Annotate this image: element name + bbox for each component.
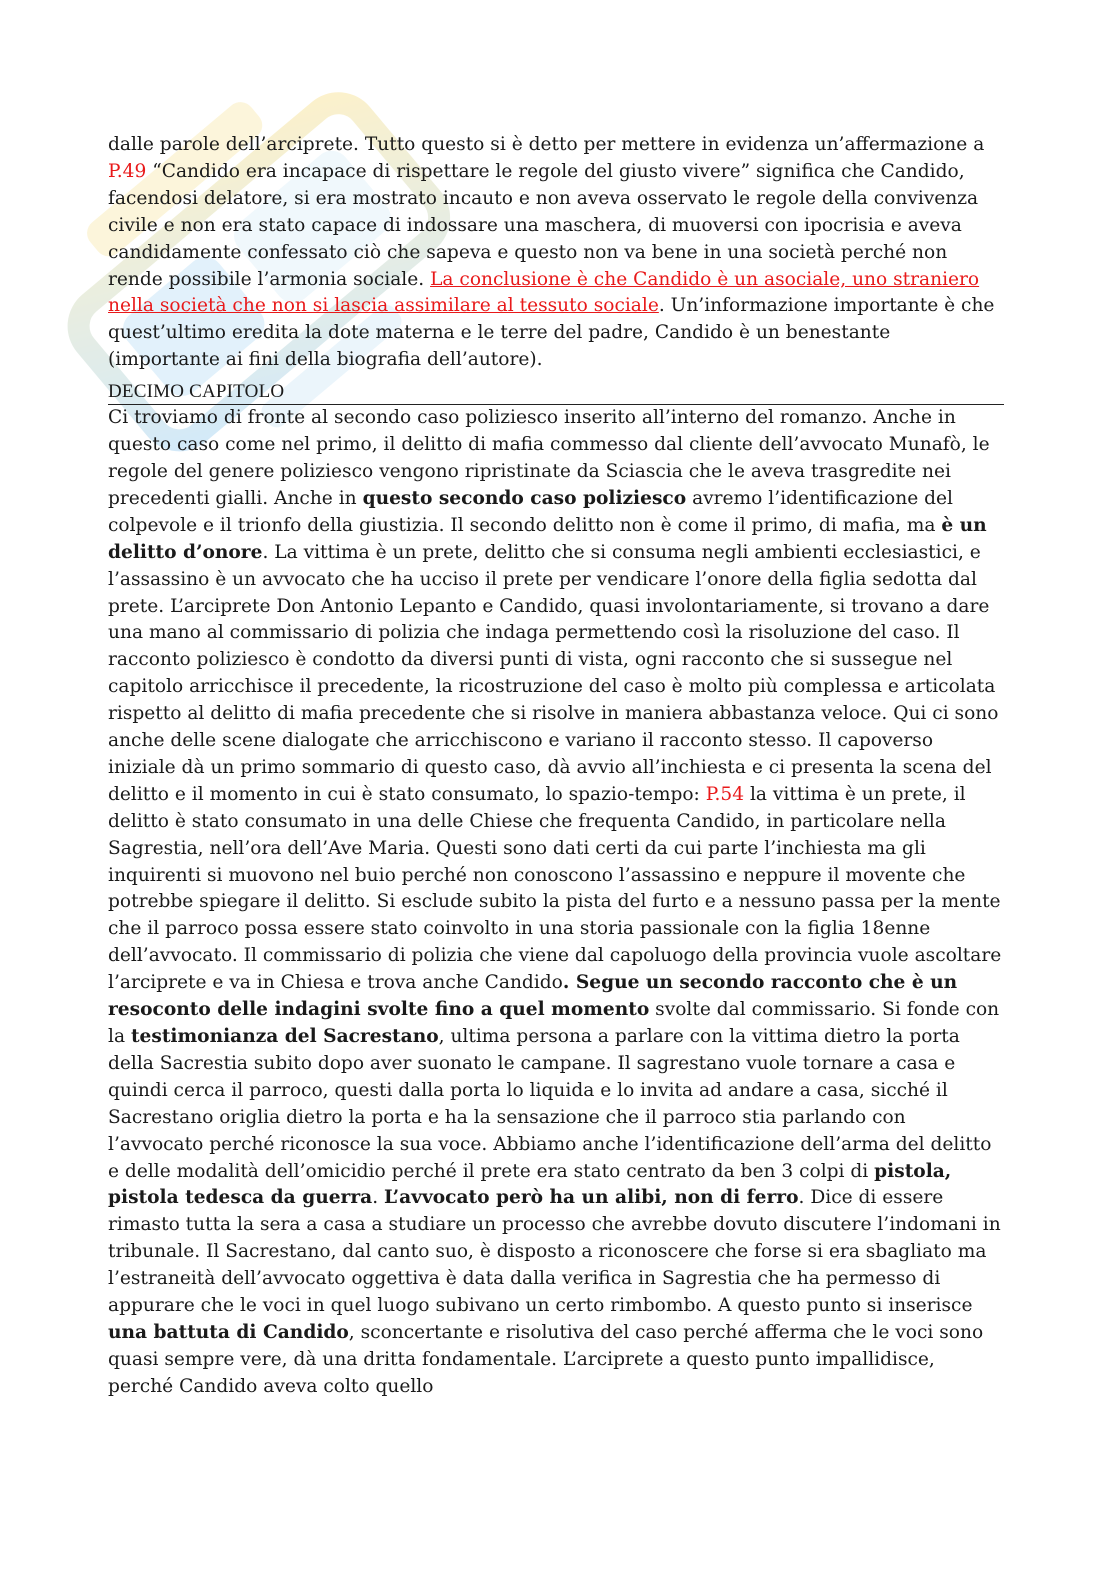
text-segment: . Un’informazione importante è che quest’ultimo eredita la dote materna e le terre del padre, Candido è un benestante (importante ai fini della biografia dell’autore). bbox=[108, 295, 995, 371]
text-segment: “Candido era incapace di rispettare le regole del giusto vivere” significa che Candido, facendosi delatore, si era mostrato incauto e non aveva osservato le regole della convivenza civile e non era stato capace di indossare una maschera, di muoversi con ipocrisia e aveva candidamente confessato ciò che sapeva e questo non va bene in una società perché non rende possibile l’armonia sociale. bbox=[108, 160, 979, 290]
bold-phrase: testimonianza del Sacrestano bbox=[130, 1026, 439, 1047]
bold-phrase: L’avvocato però ha un alibi, non di ferro bbox=[384, 1187, 799, 1209]
text-segment: , ultima persona a parlare con la vittima dietro la porta della Sacrestia subito dopo aver suonato le campane. Il sagrestano vuole tornare a casa e quindi cerca il parroco, questi dalla porta lo liquida e lo invita ad andare a casa, sicché il Sacrestano origlia dietro la porta e ha la sensazione che il parroco stia parlando con l’avvocato perché riconosce la sua voce. Abbiamo anche l’identificazione dell’arma del delitto e delle modalità dell’omicidio perché il prete era stato centrato da ben 3 colpi di bbox=[108, 1026, 992, 1182]
text-segment: avremo l’identificazione del colpevole e il trionfo della giustizia. Il secondo delitto non è come il primo, di mafia, ma bbox=[108, 487, 953, 536]
page-reference: P.54 bbox=[705, 783, 745, 805]
highlighted-conclusion: La conclusione è che Candido è un asociale, uno straniero nella società che non si lascia assimilare al tessuto sociale bbox=[108, 268, 980, 317]
text-segment: . Dice di essere rimasto tutta la sera a casa a studiare un processo che avrebbe dovuto discutere l’indomani in tribunale. Il Sacrestano, dal canto suo, è disposto a riconoscere che forse si era sbagliato ma l’estraneità dell’avvocato oggettiva è data dalla verifica in Sagrestia che ha permesso di appurare che le voci in quel luogo subivano un certo rimbombo. A questo punto si inserisce bbox=[108, 1187, 1001, 1317]
text-segment: dalle parole dell’arciprete. Tutto questo si è detto per mettere in evidenza un’affermazione a bbox=[108, 134, 985, 155]
paragraph-conclusion bbox=[108, 132, 1004, 374]
text-segment: , sconcertante e risolutiva del caso perché afferma che le voci sono quasi sempre vere, dà una dritta fondamentale. L’arciprete a questo punto impallidisce, perché Candido aveva colto quello bbox=[108, 1321, 984, 1397]
bold-phrase: questo secondo caso poliziesco bbox=[362, 487, 687, 509]
bold-phrase: è un delitto d’onore bbox=[108, 514, 987, 563]
text-segment: Ci troviamo di fronte al secondo caso poliziesco inserito all’interno del romanzo. Anche in questo caso come nel primo, il delitto di mafia commesso dal cliente dell’avvocato Munafò, le regole del genere poliziesco vengono ripristinate da Sciascia che le aveva trasgredite nei precedenti gialli. Anche in bbox=[108, 407, 990, 509]
text-segment: . La vittima è un prete, delitto che si consuma negli ambienti ecclesiastici, e l’assassino è un avvocato che ha ucciso il prete per vendicare l’onore della figlia sedotta dal prete. L’arciprete Don Antonio Lepanto e Candido, quasi involontariamente, si trovano a dare una mano al commissario di polizia che indaga permettendo così la risoluzione del caso. Il racconto poliziesco è condotto da diversi punti di vista, ogni racconto che si sussegue nel capitolo arricchisce il precedente, la ricostruzione del caso è molto più complessa e articolata rispetto al delitto di mafia precedente che si risolve in maniera abbastanza veloce. Qui ci sono anche delle scene dialogate che arricchiscono e variano il racconto stesso. Il capoverso iniziale dà un primo sommario di questo caso, dà avvio all’inchiesta e ci presenta la scena del delitto e il momento in cui è stato consumato, lo spazio-tempo: bbox=[108, 541, 999, 805]
bold-phrase: pistola, pistola tedesca da guerra bbox=[108, 1160, 952, 1209]
document-body bbox=[108, 132, 1004, 1401]
bold-phrase: . Segue un secondo racconto che è un resoconto delle indagini svolte fino a quel momento bbox=[108, 972, 958, 1021]
bold-phrase: una battuta di Candido bbox=[108, 1321, 349, 1343]
section-heading: DECIMO CAPITOLO bbox=[108, 380, 1004, 405]
text-segment: . bbox=[372, 1187, 385, 1209]
page-reference: P.49 bbox=[108, 160, 147, 182]
paragraph-chapter-ten bbox=[108, 405, 1004, 1401]
text-segment: la vittima è un prete, il delitto è stato consumato in una delle Chiese che frequenta Candido, in particolare nella Sagrestia, nell’ora dell’Ave Maria. Questi sono dati certi da cui parte l’inchiesta ma gli inquirenti si muovono nel buio perché non conoscono l’assassino e neppure il movente che potrebbe spiegare il delitto. Si esclude subito la pista del furto e a nessuno passa per la mente che il parroco possa essere stato coinvolto in una storia passionale con la figlia 18enne dell’avvocato. Il commissario di polizia che viene dal capoluogo della provincia vuole ascoltare l’arciprete e va in Chiesa e trova anche Candido bbox=[108, 783, 1002, 994]
text-segment: svolte dal commissario. Si fonde con la bbox=[108, 999, 1000, 1047]
